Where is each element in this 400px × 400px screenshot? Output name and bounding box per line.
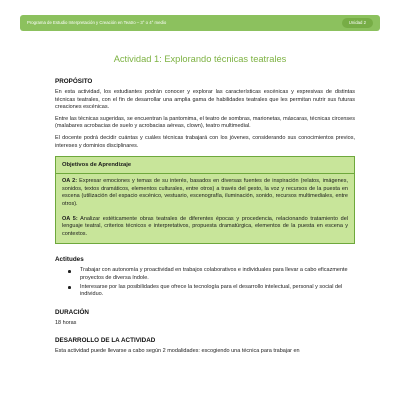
objetivos-heading: Objetivos de Aprendizaje: [56, 157, 354, 174]
bullet-icon: [68, 270, 71, 273]
bullet-icon: [68, 286, 71, 289]
oa-code: OA 5:: [62, 215, 78, 222]
objetivos-box: [55, 156, 355, 244]
oa-text: Analizar estéticamente obras teatrales de diferentes épocas y procedencia, relacionando tratamiento del lenguaje teatral, criterios técnicos e interpretativos, propuesta dramatúrgica, elementos de la puesta en escena y contextos.: [62, 215, 348, 237]
header-bar: [20, 15, 380, 31]
actitudes-heading: Actitudes: [55, 256, 84, 264]
proposito-paragraph-3: El docente podrá decidir cuántas y cuáles técnicas trabajará con los jóvenes, considerando sus conocimientos previos, intereses y dominios disciplinares.: [55, 134, 355, 149]
program-name: Programa de Estudio Interpretación y Creación en Teatro – 3° o 4° medio: [27, 20, 167, 25]
proposito-paragraph-1: En esta actividad, los estudiantes podrán conocer y explorar las características escénicas y expresivas de distintas técnicas teatrales, con el fin de desarrollar una amplia gama de habilidades teatrales que les permitan nutrir sus futuras creaciones escénicas.: [55, 89, 355, 111]
document-body: [55, 78, 355, 356]
oa-item: [62, 216, 348, 239]
duracion-value: 18 horas: [55, 319, 77, 326]
actitudes-list: [55, 267, 355, 298]
oa-item: [62, 178, 348, 208]
proposito-heading: PROPÓSITO: [55, 78, 93, 85]
page-title: Actividad 1: Explorando técnicas teatrales: [113, 54, 287, 64]
list-item-text: Interesarse por las posibilidades que ofrece la tecnología para el desarrollo intelectual, personal y social del individuo.: [80, 283, 343, 298]
desarrollo-heading: DESARROLLO DE LA ACTIVIDAD: [55, 337, 156, 345]
list-item: [55, 267, 355, 282]
proposito-paragraph-2: Entre las técnicas sugeridas, se encuentran la pantomima, el teatro de sombras, marionetas, máscaras, técnicas circenses (malabares acrobacias de suelo y acrobacias aéreas, clown), teatro multimedial.: [55, 115, 355, 130]
desarrollo-text: Esta actividad puede llevarse a cabo según 2 modalidades: escogiendo una técnica para trabajar en: [55, 348, 300, 355]
unit-badge: Unidad 2: [342, 18, 373, 28]
list-item-text: Trabajar con autonomía y proactividad en trabajos colaborativos e individuales para llevar a cabo eficazmente proyectos de diversa índole.: [80, 267, 348, 281]
oa-code: OA 2:: [62, 178, 78, 185]
list-item: [55, 284, 355, 299]
oa-text: Expresar emociones y temas de su interés, basados en diversas fuentes de inspiración (relatos, imágenes, sonidos, textos dramáticos, elementos culturales, entre otros) a través del gesto, la voz y recursos de la puesta en escena (utilización del espacio escénico, vestuario, escenografía, iluminación, sonido, recursos multimediales, entre otros).: [62, 178, 348, 207]
duracion-heading: DURACIÓN: [55, 308, 89, 316]
